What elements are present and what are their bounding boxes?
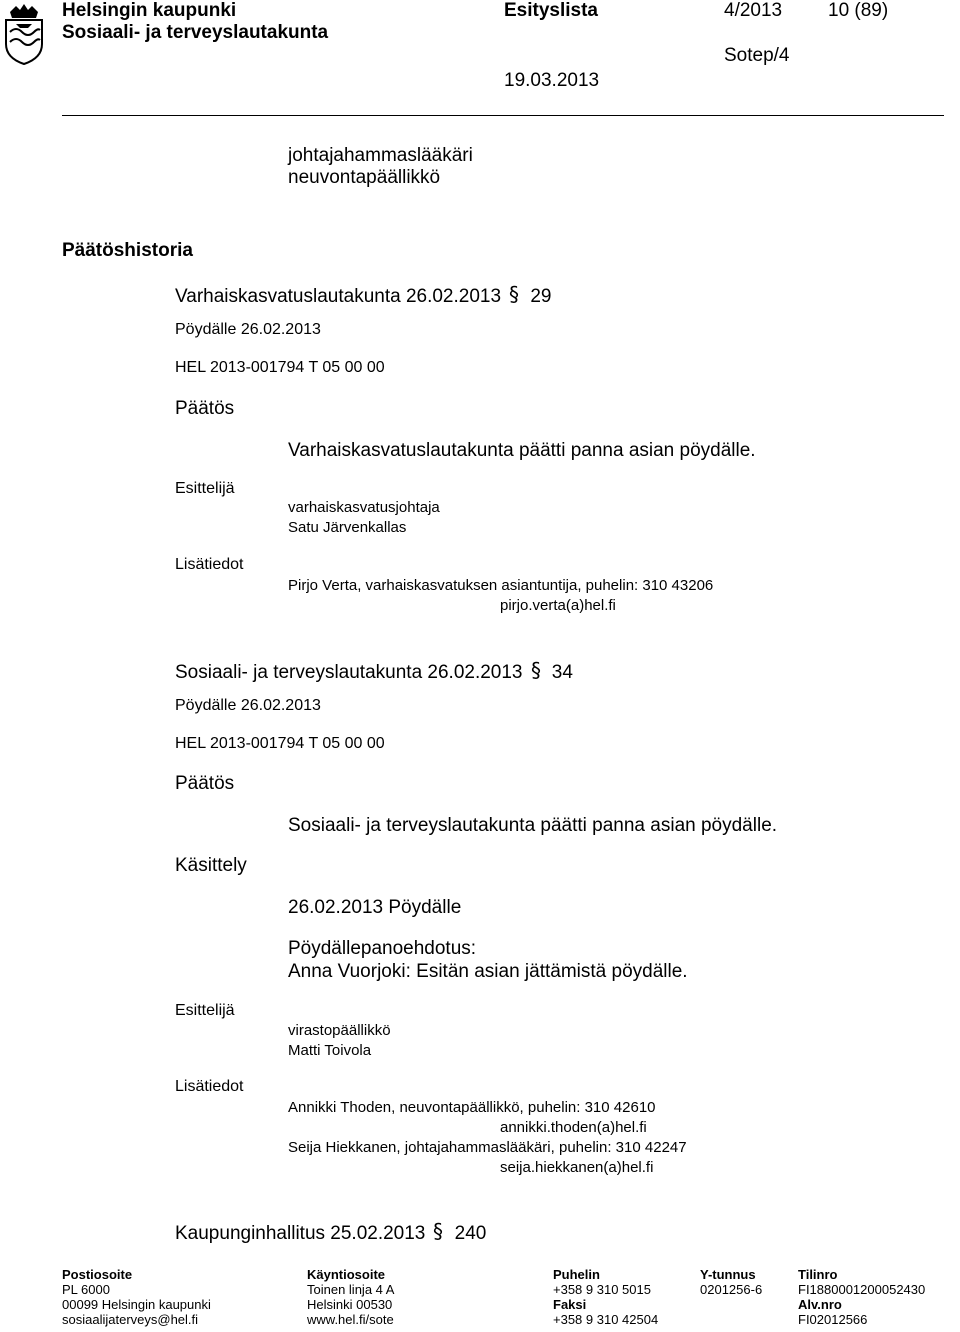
footer-phone: [553, 1267, 658, 1327]
entry2-contact1-email: annikki.thoden(a)hel.fi: [500, 1119, 647, 1136]
section-mark-icon: [431, 1220, 449, 1242]
entry1-info-line: Pirjo Verta, varhaiskasvatuksen asiantuntija, puhelin: 310 43206: [288, 577, 714, 594]
board-name: Sosiaali- ja terveyslautakunta: [62, 22, 329, 43]
entry2-info-label: Lisätiedot: [175, 1078, 244, 1095]
entry2-presenter-label: Esittelijä: [175, 1002, 235, 1019]
footer-account: [798, 1267, 925, 1327]
footer-postal-line1: PL 6000: [62, 1282, 110, 1297]
footer-ytunnus-heading: Y-tunnus: [700, 1267, 756, 1282]
footer-visit-line1: Toinen linja 4 A: [307, 1282, 395, 1297]
section-code: Sotep/4: [724, 45, 790, 66]
entry2-contact2-email: seija.hiekkanen(a)hel.fi: [500, 1159, 654, 1176]
footer-fax-value: +358 9 310 42504: [553, 1312, 659, 1327]
entry2-reference: HEL 2013-001794 T 05 00 00: [175, 735, 385, 752]
entry1-title-text: Varhaiskasvatuslautakunta 26.02.2013: [175, 286, 502, 307]
section-mark-icon: [529, 659, 547, 681]
meeting-number: 4/2013: [724, 0, 783, 21]
header-divider: [62, 115, 944, 116]
entry1-title: [175, 283, 551, 308]
entry1-number: 29: [530, 286, 552, 307]
entry2-contact1: Annikki Thoden, neuvontapäällikkö, puhelin: 310 42610: [288, 1099, 656, 1116]
footer-postal-email[interactable]: sosiaalijaterveys@hel.fi: [62, 1312, 199, 1327]
meeting-date: 19.03.2013: [504, 70, 600, 91]
svg-text:§: §: [433, 1220, 444, 1242]
entry1-decision-label: Päätös: [175, 398, 235, 419]
entry2-decision-label: Päätös: [175, 773, 235, 794]
footer-visit-line2: Helsinki 00530: [307, 1297, 393, 1312]
footer-postal-heading: Postiosoite: [62, 1267, 133, 1282]
footer-vat-heading: Alv.nro: [798, 1297, 842, 1312]
footer-ytunnus: [700, 1267, 762, 1297]
svg-text:§: §: [530, 659, 541, 681]
footer-postal-line2: 00099 Helsingin kaupunki: [62, 1297, 211, 1312]
org-name: Helsingin kaupunki: [62, 0, 237, 21]
entry2-title-text: Sosiaali- ja terveyslautakunta 26.02.2013: [175, 662, 523, 683]
entry2-tabled: Pöydälle 26.02.2013: [175, 697, 321, 714]
entry1-reference: HEL 2013-001794 T 05 00 00: [175, 359, 385, 376]
footer-visit: [307, 1267, 394, 1327]
entry2-presenter-title: virastopäällikkö: [288, 1022, 391, 1039]
footer-visit-url[interactable]: www.hel.fi/sote: [307, 1312, 394, 1327]
svg-text:§: §: [509, 283, 520, 305]
entry2-number: 34: [551, 662, 573, 683]
helsinki-crest-logo: [2, 2, 46, 66]
entry1-presenter-label: Esittelijä: [175, 480, 235, 497]
entry2-title: [175, 659, 573, 684]
entry2-presenter-name: Matti Toivola: [288, 1042, 372, 1059]
entry1-presenter-name: Satu Järvenkallas: [288, 519, 407, 536]
footer-vat-value: FI02012566: [798, 1312, 868, 1327]
entry3-number: 240: [454, 1223, 487, 1244]
section-mark-icon: [507, 283, 525, 305]
intro-title-1: johtajahammaslääkäri: [288, 145, 473, 166]
entry2-proposal-label: Pöydällepanoehdotus:: [288, 938, 477, 959]
entry2-handling-label: Käsittely: [175, 855, 247, 876]
footer-postal: [62, 1267, 211, 1327]
footer-phone-heading: Puhelin: [553, 1267, 600, 1282]
footer-account-heading: Tilinro: [798, 1267, 838, 1282]
footer-account-value: FI1880001200052430: [798, 1282, 926, 1297]
entry1-info-email: pirjo.verta(a)hel.fi: [500, 597, 616, 614]
footer-ytunnus-value: 0201256-6: [700, 1282, 763, 1297]
footer-fax-heading: Faksi: [553, 1297, 587, 1312]
footer-visit-heading: Käyntiosoite: [307, 1267, 386, 1282]
intro-title-2: neuvontapäällikkö: [288, 167, 441, 188]
entry2-proposal-text: Anna Vuorjoki: Esitän asian jättämistä pöydälle.: [288, 961, 688, 982]
history-heading: Päätöshistoria: [62, 240, 193, 261]
entry1-info-label: Lisätiedot: [175, 556, 244, 573]
footer-phone-value: +358 9 310 5015: [553, 1282, 651, 1297]
entry1-presenter-title: varhaiskasvatusjohtaja: [288, 499, 440, 516]
entry3-title: [175, 1220, 486, 1245]
entry2-handling-date: 26.02.2013 Pöydälle: [288, 897, 462, 918]
doc-type: Esityslista: [504, 0, 598, 21]
entry2-contact2: Seija Hiekkanen, johtajahammaslääkäri, puhelin: 310 42247: [288, 1139, 687, 1156]
entry2-decision-text: Sosiaali- ja terveyslautakunta päätti panna asian pöydälle.: [288, 815, 778, 836]
entry1-decision-text: Varhaiskasvatuslautakunta päätti panna asian pöydälle.: [288, 440, 756, 461]
entry3-title-text: Kaupunginhallitus 25.02.2013: [175, 1223, 426, 1244]
entry1-tabled: Pöydälle 26.02.2013: [175, 321, 321, 338]
page-number: 10 (89): [828, 0, 889, 21]
